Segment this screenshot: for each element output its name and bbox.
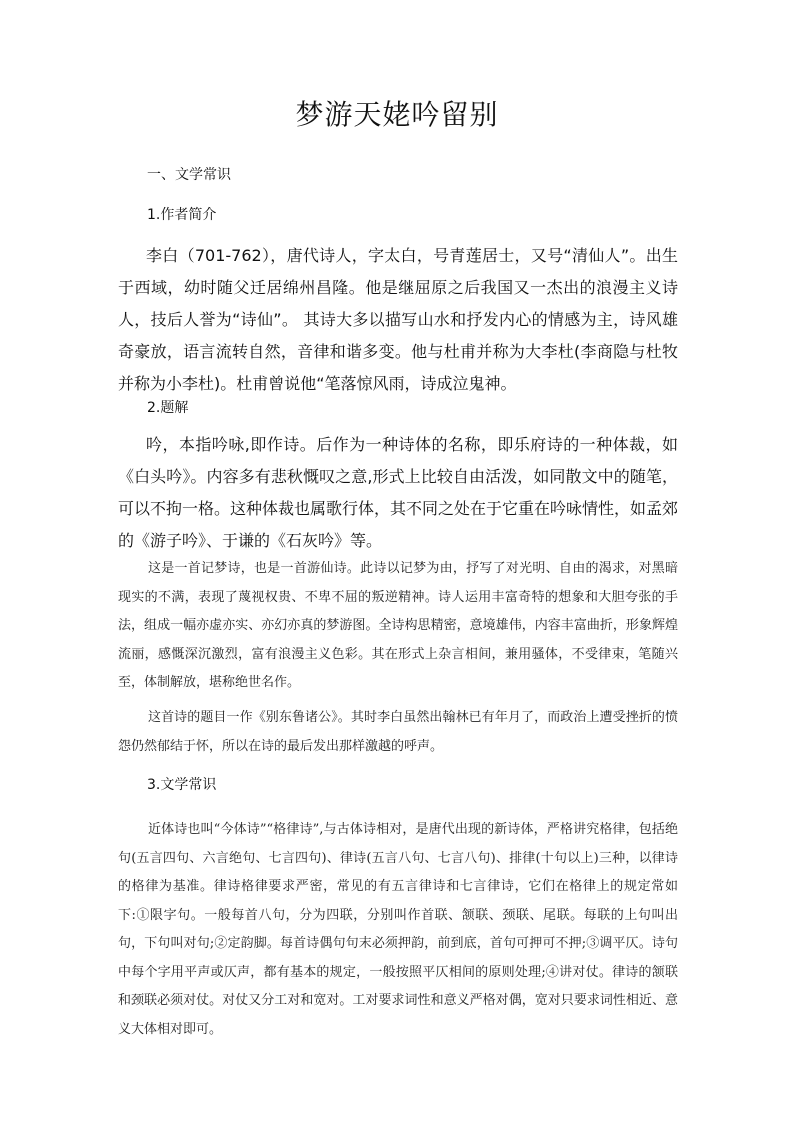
document-title: 梦游天姥吟留别 xyxy=(295,98,499,131)
subheading-literary-knowledge-3: 3.文学常识 xyxy=(147,777,217,793)
subheading-author-intro: 1.作者简介 xyxy=(147,207,217,223)
paragraph-regulated-verse: 近体诗也叫“今体诗”“格律诗”,与古体诗相对，是唐代出现的新诗体，严格讲究格律，包括绝句(五言四句、六言绝句、七言四句)、律诗(五言八句、七言八句)、排律(十句以上)三种，以律诗的格律为基准。律诗格律要求严密，常见的有五言律诗和七言律诗，它们在格律上的规定常如下:①限字句。一般每首八句，分为四联，分别叫作首联、颔联、颈联、尾联。每联的上句叫出句，下句叫对句;②定韵脚。每首诗偶句句末必须押韵，前到底，首句可押可不押;③调平仄。诗句中每个字用平声或仄声，都有基本的规定，一般按照平仄相间的原则处理;④讲对仗。律诗的颔联和颈联必须对仗。对仗又分工对和宽对。工对要求词性和意义严格对偶，宽对只要求词性相近、意义大体相对即可。 xyxy=(118,822,678,1037)
paragraph-title-explanation: 吟，本指吟咏,即作诗。后作为一种诗体的名称，即乐府诗的一种体裁，如《白头吟》。内容多有悲秋慨叹之意,形式上比较自由活泼，如同散文中的随笔，可以不拘一格。这种体裁也属歌行体，其不同之处在于它重在吟咏情性，如孟郊的《游子吟》、于谦的《石灰吟》等。 xyxy=(118,435,679,550)
subheading-title-explanation: 2.题解 xyxy=(147,400,189,416)
paragraph-author-intro: 李白（701-762），唐代诗人，字太白，号青莲居士，又号“清仙人”。出生于西域，幼时随父迁居绵州昌隆。他是继屈原之后我国又一杰出的浪漫主义诗人，技后人誉为“诗仙”。 其诗大多以描写山水和抒发内心的情感为主，诗风雄奇豪放，语言流转自然，音律和谐多变。他与杜甫并称为大李杜(李商隐与杜牧并称为小李杜)。杜甫曾说他“笔落惊风雨，诗成泣鬼神。 xyxy=(118,246,678,393)
paragraph-poem-summary: 这是一首记梦诗，也是一首游仙诗。此诗以记梦为由，抒写了对光明、自由的渴求，对黑暗现实的不满，表现了蔑视权贵、不卑不屈的叛逆精神。诗人运用丰富奇特的想象和大胆夸张的手法，组成一幅亦虚亦实、亦幻亦真的梦游图。全诗构思精密，意境雄伟，内容丰富曲折，形象辉煌流丽，感慨深沉激烈，富有浪漫主义色彩。其在形式上杂言相间，兼用骚体，不受律束，笔随兴至，体制解放，堪称绝世名作。 xyxy=(118,561,678,690)
paragraph-poem-background: 这首诗的题目一作《别东鲁诸公》。其时李白虽然出翰林已有年月了，而政治上遭受挫折的愤怨仍然郁结于怀，所以在诗的最后发出那样激越的呼声。 xyxy=(118,710,678,754)
section-heading-literary-knowledge: 一、文学常识 xyxy=(147,167,231,183)
